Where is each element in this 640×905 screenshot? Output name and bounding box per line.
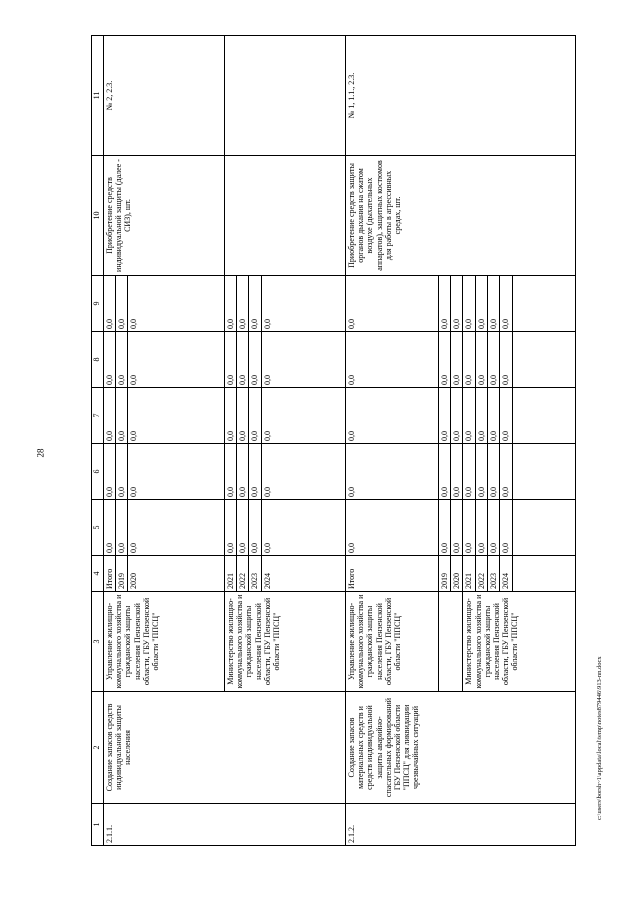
header-cell: 6 <box>92 444 104 500</box>
header-cell: 4 <box>92 556 104 592</box>
value-cell: 0,0 <box>475 276 487 332</box>
value-cell: 0,0 <box>249 388 261 444</box>
value-cell: 0,0 <box>128 332 225 388</box>
header-cell: 3 <box>92 592 104 692</box>
value-cell: 0,0 <box>475 388 487 444</box>
value-cell: 0,0 <box>463 276 475 332</box>
year-cell: 2020 <box>128 556 225 592</box>
value-cell: 0,0 <box>128 500 225 556</box>
value-cell: 0,0 <box>237 332 249 388</box>
value-cell: 0,0 <box>104 276 116 332</box>
value-cell: 0,0 <box>463 444 475 500</box>
header-cell: 10 <box>92 156 104 276</box>
value-cell <box>512 500 576 556</box>
value-cell: 0,0 <box>451 276 463 332</box>
header-cell: 5 <box>92 500 104 556</box>
value-cell: 0,0 <box>475 332 487 388</box>
value-cell: 0,0 <box>500 444 512 500</box>
value-cell: 0,0 <box>249 276 261 332</box>
value-cell: 0,0 <box>439 444 451 500</box>
value-cell: 0,0 <box>346 276 439 332</box>
value-cell: 0,0 <box>104 388 116 444</box>
value-cell: 0,0 <box>451 500 463 556</box>
header-cell: 8 <box>92 332 104 388</box>
executor-cell: Управление жилищно-коммунального хозяйства и гражданской защиты населения Пензенской области, ГБУ Пензенской области "ППСЦ" <box>346 592 439 692</box>
measure-name-cell: Создание запасов материальных средств и средств индивидуальной защиты аварийно-спасательных формирований ГБУ Пензенской области "ППСЦ" для ликвидации чрезвычайных ситуаций <box>346 692 576 804</box>
year-cell: 2022 <box>475 556 487 592</box>
year-cell: 2022 <box>237 556 249 592</box>
year-cell: Итого <box>104 556 116 592</box>
value-cell: 0,0 <box>463 332 475 388</box>
value-cell: 0,0 <box>488 276 500 332</box>
value-cell: 0,0 <box>451 388 463 444</box>
code-cell: 2.1.1. <box>104 804 346 846</box>
header-cell: 11 <box>92 36 104 156</box>
indicator-cell: Приобретение средств индивидуальной защиты (далее - СИЗ), шт. <box>104 156 225 276</box>
header-cell: 2 <box>92 692 104 804</box>
footer-file-path: c:\users\borsh~1\appdata\local\temp\notes879446\913-nn.docx <box>596 656 603 820</box>
indicator-cell <box>225 156 346 276</box>
value-cell: 0,0 <box>463 500 475 556</box>
table-row <box>104 36 116 846</box>
value-cell: 0,0 <box>488 500 500 556</box>
value-cell: 0,0 <box>500 332 512 388</box>
header-cell: 9 <box>92 276 104 332</box>
year-cell: 2023 <box>488 556 500 592</box>
year-cell: 2019 <box>116 556 128 592</box>
value-cell: 0,0 <box>488 388 500 444</box>
value-cell: 0,0 <box>225 332 237 388</box>
value-cell: 0,0 <box>346 500 439 556</box>
value-cell: 0,0 <box>346 444 439 500</box>
value-cell: 0,0 <box>439 388 451 444</box>
header-row <box>92 36 104 846</box>
value-cell: 0,0 <box>237 388 249 444</box>
value-cell: 0,0 <box>225 500 237 556</box>
executor-cell: Министерство жилищно-коммунального хозяйства и гражданской защиты населения Пензенской области, ГБУ Пензенской области "ППСЦ" <box>463 592 576 692</box>
value-cell: 0,0 <box>500 388 512 444</box>
link-cell <box>225 36 346 156</box>
value-cell: 0,0 <box>261 444 345 500</box>
year-cell: 2020 <box>451 556 463 592</box>
header-cell: 7 <box>92 388 104 444</box>
value-cell: 0,0 <box>261 332 345 388</box>
code-cell: 2.1.2. <box>346 804 576 846</box>
value-cell: 0,0 <box>128 388 225 444</box>
year-cell: 2019 <box>439 556 451 592</box>
year-cell: 2021 <box>225 556 237 592</box>
value-cell: 0,0 <box>237 500 249 556</box>
value-cell <box>512 276 576 332</box>
value-cell: 0,0 <box>488 332 500 388</box>
value-cell: 0,0 <box>451 332 463 388</box>
value-cell: 0,0 <box>249 332 261 388</box>
page-number: 28 <box>35 448 46 458</box>
value-cell: 0,0 <box>261 500 345 556</box>
executor-cell: Министерство жилищно-коммунального хозяйства и гражданской защиты населения Пензенской области, ГБУ Пензенской области "ППСЦ" <box>225 592 346 692</box>
value-cell: 0,0 <box>249 500 261 556</box>
value-cell: 0,0 <box>104 500 116 556</box>
value-cell <box>512 388 576 444</box>
executor-cell: Управление жилищно-коммунального хозяйства и гражданской защиты населения Пензенской области, ГБУ Пензенской области "ППСЦ" <box>104 592 225 692</box>
value-cell: 0,0 <box>500 276 512 332</box>
value-cell: 0,0 <box>346 388 439 444</box>
value-cell: 0,0 <box>439 276 451 332</box>
value-cell: 0,0 <box>249 444 261 500</box>
value-cell: 0,0 <box>225 444 237 500</box>
value-cell: 0,0 <box>128 276 225 332</box>
link-cell: № 2, 2.3. <box>104 36 225 156</box>
value-cell: 0,0 <box>500 500 512 556</box>
year-cell: Итого <box>346 556 439 592</box>
indicator-cell: Приобретение средств защиты органов дыхания на сжатом воздухе (дыхательных аппаратов), защитных костюмов для работы в агрессивных средах, шт. <box>346 156 576 276</box>
year-cell: 2021 <box>463 556 475 592</box>
value-cell: 0,0 <box>237 444 249 500</box>
value-cell: 0,0 <box>104 444 116 500</box>
value-cell: 0,0 <box>488 444 500 500</box>
value-cell: 0,0 <box>237 276 249 332</box>
header-cell: 1 <box>92 804 104 846</box>
value-cell: 0,0 <box>116 500 128 556</box>
value-cell <box>512 332 576 388</box>
value-cell: 0,0 <box>475 444 487 500</box>
value-cell: 0,0 <box>346 332 439 388</box>
value-cell: 0,0 <box>225 276 237 332</box>
value-cell: 0,0 <box>261 388 345 444</box>
value-cell: 0,0 <box>439 332 451 388</box>
year-cell: 2023 <box>249 556 261 592</box>
year-cell: 2024 <box>261 556 345 592</box>
value-cell: 0,0 <box>116 388 128 444</box>
value-cell: 0,0 <box>104 332 116 388</box>
link-cell: № 1, 1.1., 2.3. <box>346 36 576 156</box>
value-cell: 0,0 <box>116 444 128 500</box>
value-cell: 0,0 <box>463 388 475 444</box>
value-cell: 0,0 <box>225 388 237 444</box>
rotated-table-container <box>91 36 596 846</box>
year-cell-empty <box>512 556 576 592</box>
value-cell: 0,0 <box>128 444 225 500</box>
program-table <box>91 35 576 846</box>
value-cell: 0,0 <box>261 276 345 332</box>
value-cell: 0,0 <box>116 332 128 388</box>
value-cell: 0,0 <box>475 500 487 556</box>
value-cell: 0,0 <box>116 276 128 332</box>
table-row <box>346 36 439 846</box>
value-cell <box>512 444 576 500</box>
value-cell: 0,0 <box>451 444 463 500</box>
year-cell: 2024 <box>500 556 512 592</box>
measure-name-cell: Создание запасов средств индивидуальной защиты населения <box>104 692 346 804</box>
executor-cell-continued <box>439 592 463 692</box>
value-cell: 0,0 <box>439 500 451 556</box>
